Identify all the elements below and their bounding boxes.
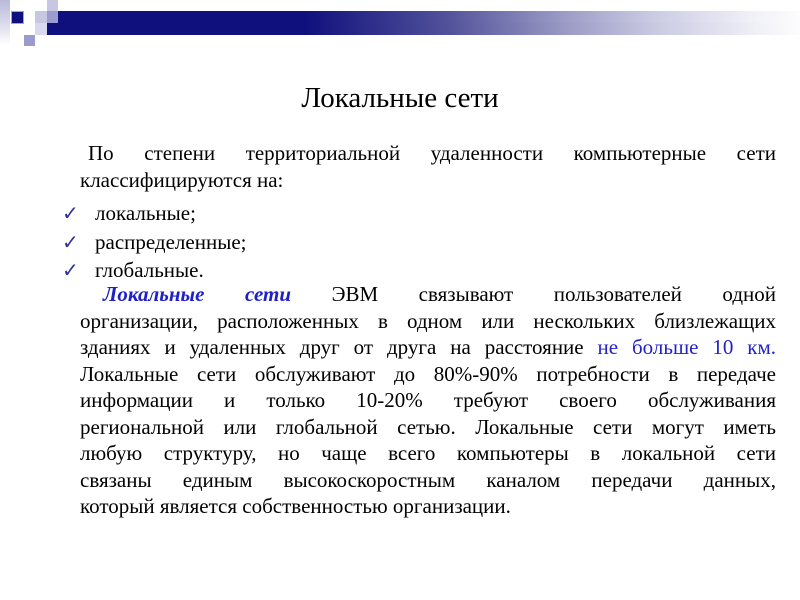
bullet-label: распределенные; — [95, 229, 247, 254]
checkmark-icon: ✓ — [62, 201, 79, 225]
text-line — [80, 414, 776, 441]
checkmark-icon: ✓ — [62, 258, 79, 282]
checkmark-icon: ✓ — [62, 229, 79, 254]
slide-title: Локальные сети — [301, 82, 499, 114]
text-line — [80, 308, 776, 335]
decorative-square-lighter — [35, 23, 47, 35]
bullet-label: глобальные. — [95, 258, 204, 282]
text-line — [80, 440, 776, 467]
highlighted-text: не больше 10 км. — [597, 335, 776, 359]
text-segment: организации, расположенных в одном или нескольких близлежащих — [80, 308, 776, 333]
text-segment: связаны единым высокоскоростным каналом передачи данных, — [80, 467, 776, 492]
decorative-square-top — [47, 0, 58, 11]
decorative-square-navy — [11, 11, 24, 24]
text-line — [80, 140, 776, 167]
text-line — [80, 361, 776, 388]
text-segment: информации и только 10-20% требуют своего обслуживания — [80, 388, 776, 412]
top-gradient-bar-lower — [47, 23, 800, 35]
text-line — [80, 493, 776, 520]
body-paragraph — [80, 281, 776, 520]
bullet-label: локальные; — [95, 201, 196, 225]
text-line — [80, 334, 776, 361]
text-segment: классифицируются на: — [80, 168, 284, 192]
text-segment: который является собственностью организации. — [80, 494, 511, 518]
text-segment: любую структуру, но чаще всего компьютеры в локальной сети — [80, 441, 776, 465]
text-segment: региональной или глобальной сетью. Локальные сети могут иметь — [80, 414, 776, 439]
highlighted-text: Локальные сети — [103, 282, 292, 306]
decorative-square-bottom — [24, 35, 35, 46]
text-line — [80, 467, 776, 494]
text-line — [80, 281, 776, 308]
bullet-item — [62, 199, 762, 228]
left-gradient-bar — [0, 0, 10, 45]
decorative-square-light — [35, 11, 47, 23]
text-line — [80, 387, 776, 414]
intro-paragraph — [80, 140, 776, 194]
text-segment: Локальные сети обслуживают до 80%-90% потребности в передаче — [80, 361, 776, 386]
text-segment: ЭВМ связывают пользователей одной — [291, 282, 776, 306]
text-line — [80, 167, 776, 194]
text-segment: зданиях и удаленных друг от друга на расстояние — [80, 335, 598, 359]
bullet-list — [62, 199, 762, 285]
text-segment: По степени территориальной удаленности компьютерные сети — [88, 141, 776, 165]
bullet-item — [62, 228, 762, 257]
decorative-square-medium — [47, 11, 58, 23]
top-gradient-bar-upper — [58, 11, 800, 23]
